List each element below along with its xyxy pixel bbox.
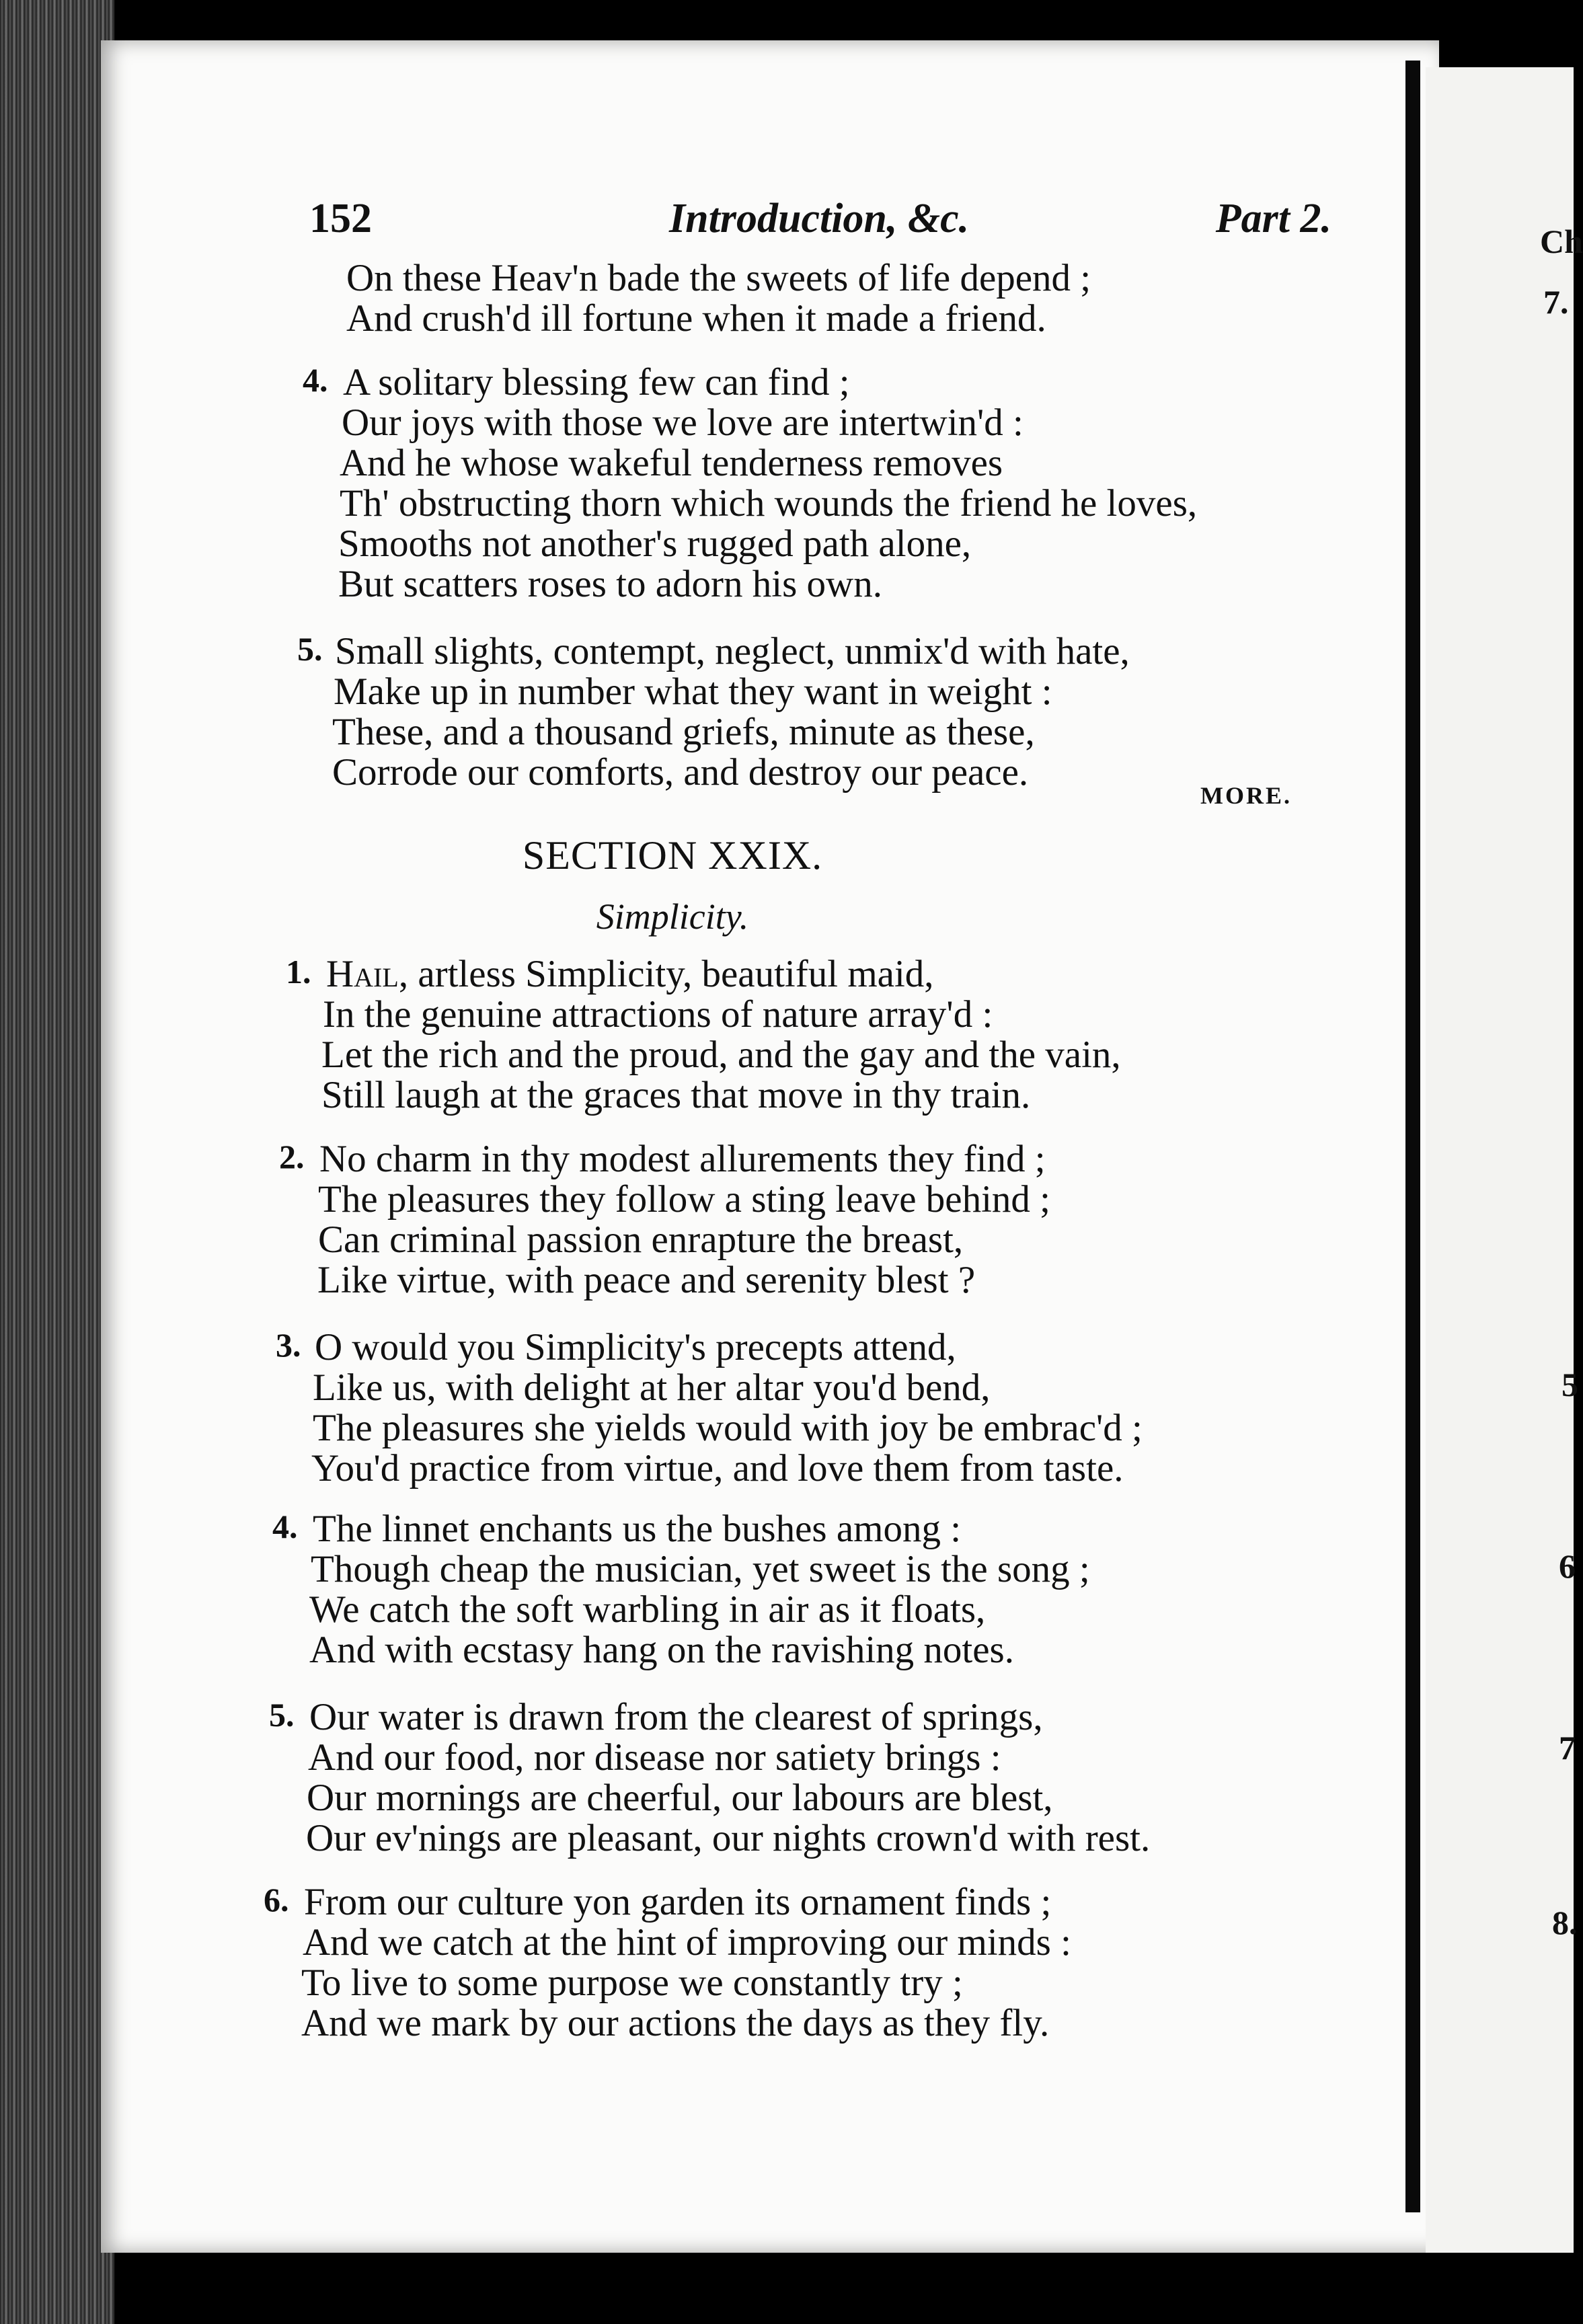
part-label: Part 2. (1215, 196, 1331, 241)
stanza-number: 6. (264, 1881, 289, 1919)
poem-line: You'd practice from virtue, and love them from taste. (311, 1447, 1124, 1489)
stanza-number: 1. (286, 953, 311, 991)
poem-line: Make up in number what they want in weight : (334, 670, 1052, 713)
stanza-number: 4. (303, 361, 328, 399)
poem-line: Like virtue, with peace and serenity blest ? (317, 1259, 976, 1301)
running-head: Introduction, &c. (669, 196, 970, 241)
poem-line: We catch the soft warbling in air as it floats, (309, 1588, 986, 1631)
stanza-number: 5. (297, 630, 323, 668)
facing-edge-text: 7 (1559, 1729, 1576, 1767)
poem-line: Our ev'nings are pleasant, our nights crown'd with rest. (306, 1817, 1151, 1859)
facing-edge-text: 6 (1559, 1547, 1576, 1585)
poem-line: Still laugh at the graces that move in thy train. (321, 1074, 1031, 1116)
poem-line: And our food, nor disease nor satiety brings : (308, 1736, 1001, 1779)
section-title: SECTION XXIX. (522, 833, 823, 878)
stanza-number: 2. (279, 1138, 305, 1175)
poem-line: On these Heav'n bade the sweets of life depend ; (346, 257, 1091, 299)
poem-line: The pleasures she yields would with joy be embrac'd ; (313, 1407, 1143, 1449)
poem-line: Corrode our comforts, and destroy our peace. (332, 751, 1029, 793)
poem-line: These, and a thousand griefs, minute as these, (332, 711, 1035, 753)
stanza-number: 5. (269, 1696, 295, 1734)
poem-line: And crush'd ill fortune when it made a friend. (346, 297, 1046, 340)
poem-line: The pleasures they follow a sting leave behind ; (318, 1178, 1051, 1221)
poem-line: And we mark by our actions the days as they fly. (301, 2002, 1050, 2044)
page-number: 152 (309, 196, 372, 241)
poem-line: Smooths not another's rugged path alone, (338, 522, 972, 565)
facing-edge-text: 7. (1543, 283, 1569, 321)
poem-line: Let the rich and the proud, and the gay and the vain, (321, 1034, 1121, 1076)
poem-line: And we catch at the hint of improving our minds : (303, 1921, 1071, 1964)
poem-line: From our culture yon garden its ornament finds ; (304, 1881, 1052, 1923)
poem-line: O would you Simplicity's precepts attend, (315, 1326, 956, 1368)
poem-line: In the genuine attractions of nature array'd : (323, 993, 993, 1036)
poem-line: The linnet enchants us the bushes among : (313, 1508, 962, 1550)
attribution: MORE. (1200, 782, 1292, 809)
drop-word: Hail (326, 953, 399, 995)
facing-edge-text: 5 (1561, 1366, 1578, 1403)
poem-line: To live to some purpose we constantly try ; (301, 1962, 963, 2004)
poem-line: Can criminal passion enrapture the breast, (318, 1218, 964, 1261)
facing-edge-text: 8. (1552, 1904, 1578, 1941)
poem-line: Th' obstructing thorn which wounds the friend he loves, (340, 482, 1198, 525)
poem-line: Our water is drawn from the clearest of springs, (309, 1696, 1043, 1738)
poem-line: But scatters roses to adorn his own. (338, 563, 882, 605)
poem-line: Like us, with delight at her altar you'd bend, (313, 1366, 991, 1409)
poem-line (326, 955, 934, 993)
poem-line: A solitary blessing few can find ; (343, 361, 850, 403)
poem-line: Small slights, contempt, neglect, unmix'd with hate, (335, 630, 1130, 672)
poem-line: Our joys with those we love are intertwin'd : (342, 401, 1024, 444)
stanza-number: 3. (276, 1326, 301, 1364)
poem-line: No charm in thy modest allurements they find ; (319, 1138, 1046, 1180)
poem-line: Our mornings are cheerful, our labours are blest, (307, 1777, 1053, 1819)
poem-line: Though cheap the musician, yet sweet is the song ; (311, 1548, 1090, 1590)
poem-line: And he whose wakeful tenderness removes (340, 442, 1003, 484)
facing-edge-text: Ch (1540, 223, 1583, 260)
stanza-number: 4. (272, 1508, 298, 1545)
section-subtitle: Simplicity. (596, 896, 749, 937)
poem-line-rest: , artless Simplicity, beautiful maid, (398, 953, 934, 995)
poem-line: And with ecstasy hang on the ravishing notes. (309, 1629, 1014, 1671)
